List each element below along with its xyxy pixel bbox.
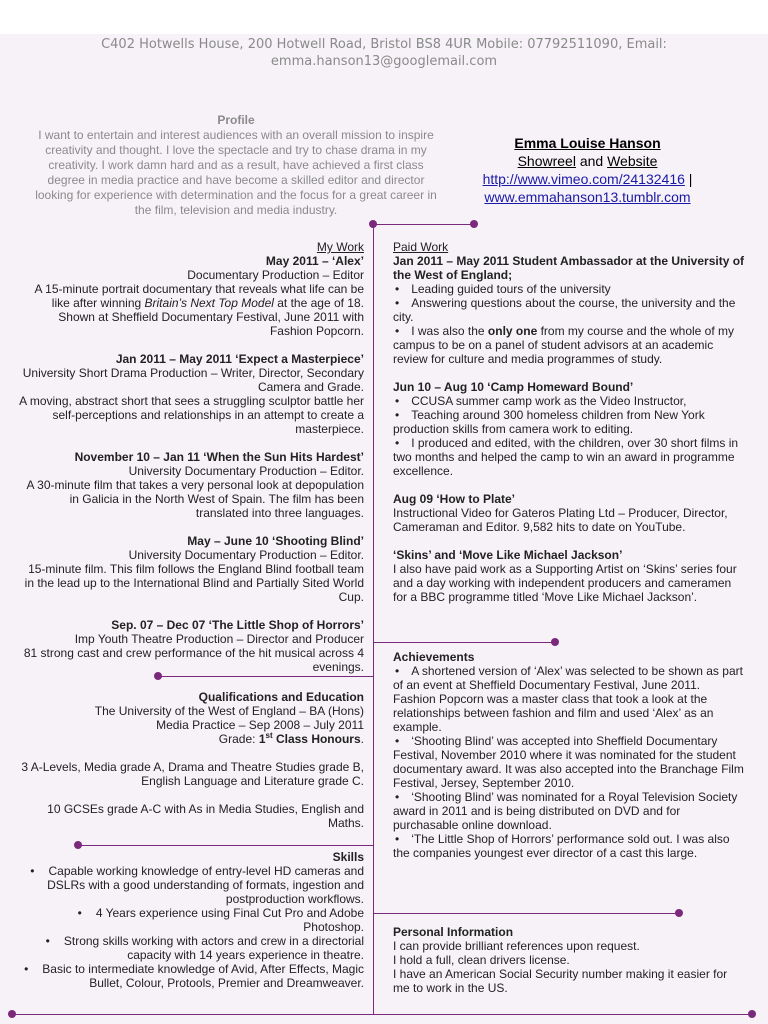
bullet-part: I was also the bbox=[411, 324, 488, 338]
tumblr-link[interactable]: www.emmahanson13.tumblr.com bbox=[484, 189, 691, 205]
paid-title: ‘Skins’ and ‘Move Like Michael Jackson’ bbox=[393, 548, 623, 562]
contact-line bbox=[0, 36, 768, 70]
personal-section bbox=[393, 925, 745, 995]
achievement-item: • A shortened version of ‘Alex’ was selected to be shown as part of an event at Sheffield Documentary Festival, June 2011. Fashion Popcorn was a master class that took a look at the relationships between fashion and film and used ‘Alex’ as an example. bbox=[393, 664, 745, 734]
work-desc-part: at the age of 18. Shown at Sheffield Documentary Festival, June 2011 with Fashion Popcorn. bbox=[58, 296, 364, 338]
grade-end: . bbox=[360, 732, 364, 746]
paid-desc: Instructional Video for Gateros Plating Ltd – Producer, Director, Cameraman and Editor. 9,582 hits to date on YouTube. bbox=[393, 506, 728, 534]
my-work-heading: My Work bbox=[316, 240, 364, 254]
divider-right-2 bbox=[373, 913, 679, 914]
achievements-section bbox=[393, 650, 745, 860]
showreel-link[interactable]: Showreel bbox=[517, 153, 576, 169]
contact-address: C402 Hotwells House, 200 Hotwell Road, Bristol BS8 4UR Mobile: 07792511090, Email: bbox=[101, 37, 667, 52]
and-text: and bbox=[579, 153, 604, 169]
profile-section bbox=[30, 113, 442, 218]
work-role: Documentary Production – Editor bbox=[187, 268, 364, 282]
divider-dot bbox=[470, 220, 478, 228]
work-item bbox=[16, 618, 364, 674]
personal-line: I hold a full, clean drivers license. bbox=[393, 953, 570, 967]
work-role: Imp Youth Theatre Production – Director and Producer bbox=[74, 632, 364, 646]
achievement-item: • ‘The Little Shop of Horrors’ performance sold out. I was also the companies youngest ever director of a cast this large. bbox=[393, 832, 745, 860]
work-title: Jan 2011 – May 2011 ‘Expect a Masterpiece’ bbox=[115, 352, 364, 366]
name-header bbox=[460, 134, 715, 206]
profile-heading: Profile bbox=[217, 113, 255, 127]
my-work-section bbox=[16, 240, 364, 674]
qual-alevels: 3 A-Levels, Media grade A, Drama and Theatre Studies grade B, English Language and Literature grade C. bbox=[21, 760, 364, 788]
timeline-line bbox=[373, 224, 374, 1014]
vimeo-link[interactable]: http://www.vimeo.com/24132416 bbox=[482, 171, 685, 187]
work-title: May – June 10 ‘Shooting Blind’ bbox=[187, 534, 364, 548]
divider-left-1 bbox=[158, 676, 373, 677]
paid-bullet: • I produced and edited, with the children, over 30 short films in two months and helped the camp to win an award in programme excellence. bbox=[393, 436, 745, 478]
profile-text: I want to entertain and interest audiences with an overall mission to inspire creativity and thought. I love the spectacle and try to chase drama in my creativity. I work damn hard and as a result, have achieved a first class degree in media practice and have become a skilled editor and director looking for experience with determination and the focus for a great career in the film, television and media industry. bbox=[35, 128, 437, 217]
achievement-item: • ‘Shooting Blind’ was nominated for a Royal Television Society award in 2011 and is being distributed on DVD and for purchasable online download. bbox=[393, 790, 745, 832]
work-desc-part: A 15-minute portrait documentary that reveals what life can be like after winning bbox=[34, 282, 364, 310]
paid-bullet: • Teaching around 300 homeless children from New York production skills from camera work to editing. bbox=[393, 408, 745, 436]
skill-item: • 4 Years experience using Final Cut Pro and Adobe Photoshop. bbox=[16, 906, 364, 934]
work-desc-italic: Britain’s Next Top Model bbox=[144, 296, 274, 310]
paid-item bbox=[393, 254, 745, 366]
paid-work-section bbox=[393, 240, 745, 604]
work-title: November 10 – Jan 11 ‘When the Sun Hits Hardest’ bbox=[74, 450, 364, 464]
divider-dot bbox=[675, 909, 683, 917]
paid-bullet: • Answering questions about the course, the university and the city. bbox=[393, 296, 745, 324]
work-title: May 2011 – ‘Alex’ bbox=[265, 254, 364, 268]
grade-suffix: st bbox=[265, 731, 273, 740]
qualifications-heading: Qualifications and Education bbox=[198, 690, 364, 704]
qual-course: Media Practice – Sep 2008 – July 2011 bbox=[156, 718, 364, 732]
personal-line: I can provide brilliant references upon request. bbox=[393, 939, 640, 953]
work-role: University Documentary Production – Editor. bbox=[128, 548, 364, 562]
paid-desc: I also have paid work as a Supporting Artist on ‘Skins’ series four and a day working with independent producers and cameramen for a BBC programme titled ‘Move Like Michael Jackson’. bbox=[393, 562, 737, 604]
website-link[interactable]: Website bbox=[607, 153, 658, 169]
qual-gcses: 10 GCSEs grade A-C with As in Media Studies, English and Maths. bbox=[47, 802, 364, 830]
work-item bbox=[16, 254, 364, 338]
paid-title: Jan 2011 – May 2011 Student Ambassador at the University of the West of England; bbox=[393, 254, 745, 282]
work-desc: 81 strong cast and crew performance of the hit musical across 4 evenings. bbox=[23, 646, 364, 674]
divider-dot bbox=[748, 1010, 756, 1018]
work-role: University Short Drama Production – Writer, Director, Secondary Camera and Grade. bbox=[22, 366, 364, 394]
achievements-heading: Achievements bbox=[393, 650, 475, 664]
person-name: Emma Louise Hanson bbox=[514, 135, 661, 151]
divider-right-1 bbox=[373, 642, 555, 643]
work-title: Sep. 07 – Dec 07 ‘The Little Shop of Horrors’ bbox=[111, 618, 364, 632]
work-desc: 15-minute film. This film follows the England Blind football team in the lead up to the International Blind and Partially Sited World Cup. bbox=[24, 562, 364, 604]
divider-left-2 bbox=[78, 845, 373, 846]
bullet-part: from my course and the whole of my campus to be on a panel of student advisors at an academic review for culture and media programmes of study. bbox=[393, 324, 735, 366]
paid-bullet: • CCUSA summer camp work as the Video Instructor, bbox=[393, 394, 745, 408]
paid-item bbox=[393, 380, 745, 478]
paid-title: Aug 09 ‘How to Plate’ bbox=[393, 492, 516, 506]
grade-label: Grade: bbox=[218, 732, 259, 746]
qualifications-section bbox=[16, 690, 364, 830]
divider-bottom bbox=[12, 1014, 752, 1015]
work-item bbox=[16, 450, 364, 520]
skill-item: • Basic to intermediate knowledge of Avid, After Effects, Magic Bullet, Colour, Protools, Premier and Dreamweaver. bbox=[16, 962, 364, 990]
personal-line: I have an American Social Security number making it easier for me to work in the US. bbox=[393, 967, 728, 995]
contact-email[interactable]: emma.hanson13@googlemail.com bbox=[270, 54, 498, 69]
divider-top bbox=[373, 224, 473, 225]
divider-dot bbox=[8, 1010, 16, 1018]
paid-work-heading: Paid Work bbox=[393, 240, 449, 254]
skills-heading: Skills bbox=[332, 850, 364, 864]
personal-heading: Personal Information bbox=[393, 925, 514, 939]
paid-bullet bbox=[393, 324, 745, 366]
paid-title: Jun 10 – Aug 10 ‘Camp Homeward Bound’ bbox=[393, 380, 634, 394]
skills-section bbox=[16, 850, 364, 990]
paid-item bbox=[393, 492, 745, 534]
qual-university: The University of the West of England – BA (Hons) bbox=[94, 704, 364, 718]
grade-number: 1 bbox=[258, 732, 266, 746]
paid-item bbox=[393, 548, 745, 604]
work-role: University Documentary Production – Editor. bbox=[128, 464, 364, 478]
work-desc: A 30-minute film that takes a very personal look at depopulation in Galicia in the North West of Spain. The film has been translated into three languages. bbox=[26, 478, 364, 520]
work-item bbox=[16, 534, 364, 604]
bullet-bold: only one bbox=[487, 324, 538, 338]
work-desc: A moving, abstract short that sees a struggling sculptor battle her self-perceptions and relationships in an attempt to create a masterpiece. bbox=[19, 394, 364, 436]
paid-bullet: • Leading guided tours of the university bbox=[393, 282, 745, 296]
work-desc bbox=[16, 282, 364, 338]
grade-class: Class Honours bbox=[272, 732, 361, 746]
divider-dot bbox=[74, 841, 82, 849]
skill-item: • Capable working knowledge of entry-level HD cameras and DSLRs with a good understanding of formats, ingestion and postproduction workflows. bbox=[16, 864, 364, 906]
work-item bbox=[16, 352, 364, 436]
skill-item: • Strong skills working with actors and crew in a directorial capacity with 14 years experience in theatre. bbox=[16, 934, 364, 962]
achievement-item: • ‘Shooting Blind’ was accepted into Sheffield Documentary Festival, November 2010 where it was nominated for the student documentary award. It was also accepted into the Branchage Film Festival, Jersey, September 2010. bbox=[393, 734, 745, 790]
divider-dot bbox=[551, 638, 559, 646]
qual-grade bbox=[16, 732, 364, 746]
link-separator: | bbox=[688, 171, 693, 187]
